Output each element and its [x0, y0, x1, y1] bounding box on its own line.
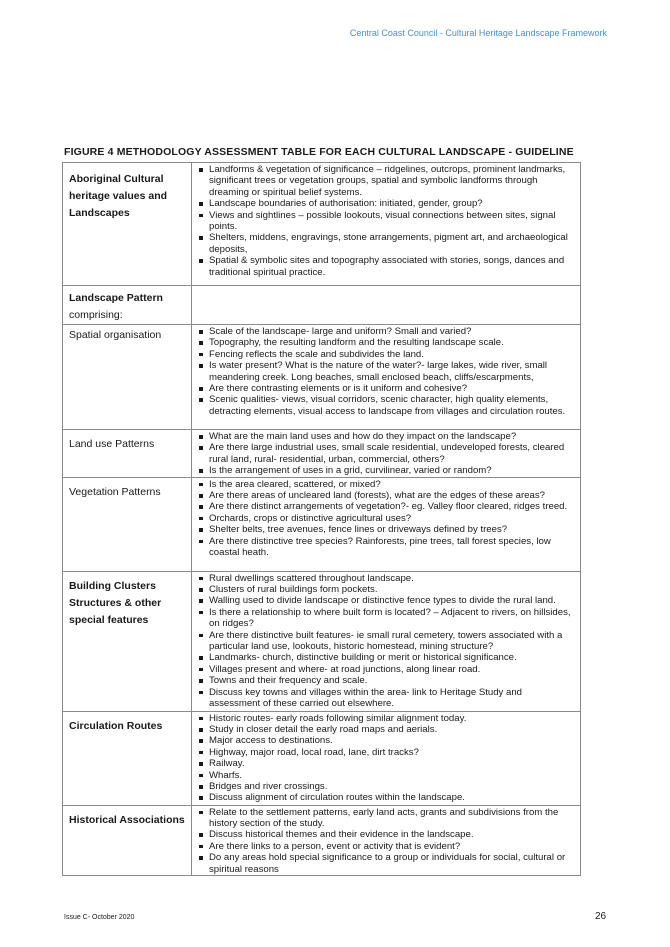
row-label: Circulation Routes: [69, 719, 163, 732]
list-item: Railway.: [196, 758, 574, 769]
list-item: Historic routes- early roads following similar alignment today.: [196, 713, 574, 724]
row-content-cell: [192, 571, 581, 711]
list-item: Discuss key towns and villages within the area- link to Heritage Study and assessment of these carried out elsewhere.: [196, 687, 574, 710]
list-item: Clusters of rural buildings form pockets.: [196, 584, 574, 595]
list-item: Are there distinctive tree species? Rainforests, pine trees, tall forest species, low coastal heath.: [196, 536, 574, 559]
list-item: Walling used to divide landscape or distinctive fence types to divide the rural land.: [196, 595, 574, 606]
methodology-assessment-table: [62, 162, 581, 876]
list-item: Bridges and river crossings.: [196, 781, 574, 792]
list-item: Are there areas of uncleared land (forests), what are the edges of these areas?: [196, 490, 574, 501]
list-item: Scenic qualities- views, visual corridors, scenic character, high quality elements, detracting elements, visual access to landscape from villages and circulation routes.: [196, 394, 574, 417]
list-item: Is water present? What is the nature of the water?- large lakes, wide river, small meandering creek. Long beaches, small enclosed beach, cliffs/escarpments,: [196, 360, 574, 383]
row-label-cell: [63, 325, 192, 430]
row-label-cell: [63, 477, 192, 571]
list-item: Are there distinct arrangements of vegetation?- eg. Valley floor cleared, ridges treed.: [196, 501, 574, 512]
row-label-cell: [63, 286, 192, 325]
row-label: Landscape Pattern: [69, 292, 163, 304]
row-label-cell: [63, 711, 192, 805]
list-item: Is there a relationship to where built form is located? – Adjacent to rivers, on hillsides, on ridges?: [196, 607, 574, 630]
list-item: Study in closer detail the early road maps and aerials.: [196, 724, 574, 735]
figure-title: FIGURE 4 METHODOLOGY ASSESSMENT TABLE FOR EACH CULTURAL LANDSCAPE - GUIDELINE: [64, 146, 574, 158]
row-label: Building Clusters Structures & other special features: [69, 579, 162, 626]
table-row: [63, 163, 581, 286]
row-label-cell: [63, 571, 192, 711]
list-item: Is the arrangement of uses in a grid, curvilinear, varied or random?: [196, 465, 574, 476]
bullet-list: [196, 164, 574, 278]
list-item: Discuss historical themes and their evidence in the landscape.: [196, 829, 574, 840]
row-label-cell: [63, 163, 192, 286]
row-label: Aboriginal Cultural heritage values and Landscapes: [69, 173, 168, 219]
list-item: Rural dwellings scattered throughout landscape.: [196, 573, 574, 584]
table-row: [63, 711, 581, 805]
row-content-cell: [192, 163, 581, 286]
list-item: Are there links to a person, event or activity that is evident?: [196, 841, 574, 852]
list-item: Discuss alignment of circulation routes within the landscape.: [196, 792, 574, 803]
table-row: [63, 477, 581, 571]
row-content-cell: [192, 325, 581, 430]
row-content-cell: [192, 430, 581, 478]
table-row: [63, 805, 581, 875]
document-header: Central Coast Council - Cultural Heritage Landscape Framework: [349, 28, 607, 38]
list-item: Landforms & vegetation of significance – ridgelines, outcrops, prominent landmarks, significant trees or vegetation groups, spatial and symbolic landforms through dreaming or spiritual belief systems.: [196, 164, 574, 198]
bullet-list: [196, 479, 574, 559]
table-row: [63, 286, 581, 325]
list-item: Landmarks- church, distinctive building or merit or historical significance.: [196, 652, 574, 663]
bullet-list: [196, 431, 574, 477]
row-content-cell: [192, 477, 581, 571]
list-item: What are the main land uses and how do they impact on the landscape?: [196, 431, 574, 442]
list-item: Landscape boundaries of authorisation: initiated, gender, group?: [196, 198, 574, 209]
list-item: Scale of the landscape- large and uniform? Small and varied?: [196, 326, 574, 337]
list-item: Spatial & symbolic sites and topography associated with stories, songs, dances and traditional spiritual practice.: [196, 255, 574, 278]
list-item: Do any areas hold special significance to a group or individuals for social, cultural or spiritual reasons: [196, 852, 574, 875]
list-item: Views and sightlines – possible lookouts, visual connections between sites, signal points.: [196, 210, 574, 233]
bullet-list: [196, 807, 574, 875]
row-label: Land use Patterns: [69, 438, 155, 450]
row-label: Historical Associations: [69, 813, 185, 826]
list-item: Are there large industrial uses, small scale residential, undeveloped forests, cleared rural land, rural- residential, urban, commercial, others?: [196, 442, 574, 465]
row-label: Vegetation Patterns: [69, 485, 161, 498]
row-label-sub: comprising:: [69, 309, 123, 321]
table-row: [63, 430, 581, 478]
row-content-cell: [192, 286, 581, 325]
list-item: Villages present and where- at road junctions, along linear road.: [196, 664, 574, 675]
list-item: Towns and their frequency and scale.: [196, 675, 574, 686]
list-item: Are there distinctive built features- ie small rural cemetery, towers associated with a particular land use, lookouts, historic homestead, mining structure?: [196, 630, 574, 653]
table-row: [63, 325, 581, 430]
list-item: Shelters, middens, engravings, stone arrangements, pigment art, and archaeological deposits,: [196, 232, 574, 255]
page-number: 26: [595, 911, 607, 922]
list-item: Is the area cleared, scattered, or mixed?: [196, 479, 574, 490]
bullet-list: [196, 573, 574, 710]
list-item: Orchards, crops or distinctive agricultural uses?: [196, 513, 574, 524]
table-row: [63, 571, 581, 711]
list-item: Highway, major road, local road, lane, dirt tracks?: [196, 747, 574, 758]
list-item: Fencing reflects the scale and subdivides the land.: [196, 349, 574, 360]
list-item: Topography, the resulting landform and the resulting landscape scale.: [196, 337, 574, 348]
bullet-list: [196, 713, 574, 804]
list-item: Relate to the settlement patterns, early land acts, grants and subdivisions from the history section of the study.: [196, 807, 574, 830]
list-item: Are there contrasting elements or is it uniform and cohesive?: [196, 383, 574, 394]
list-item: Shelter belts, tree avenues, fence lines or driveways defined by trees?: [196, 524, 574, 535]
bullet-list: [196, 326, 574, 417]
row-content-cell: [192, 805, 581, 875]
row-label: Spatial organisation: [69, 329, 162, 341]
row-content-cell: [192, 711, 581, 805]
list-item: Wharfs.: [196, 770, 574, 781]
row-label-cell: [63, 430, 192, 478]
footer-issue: Issue C- October 2020: [64, 914, 135, 921]
row-label-cell: [63, 805, 192, 875]
list-item: Major access to destinations.: [196, 735, 574, 746]
